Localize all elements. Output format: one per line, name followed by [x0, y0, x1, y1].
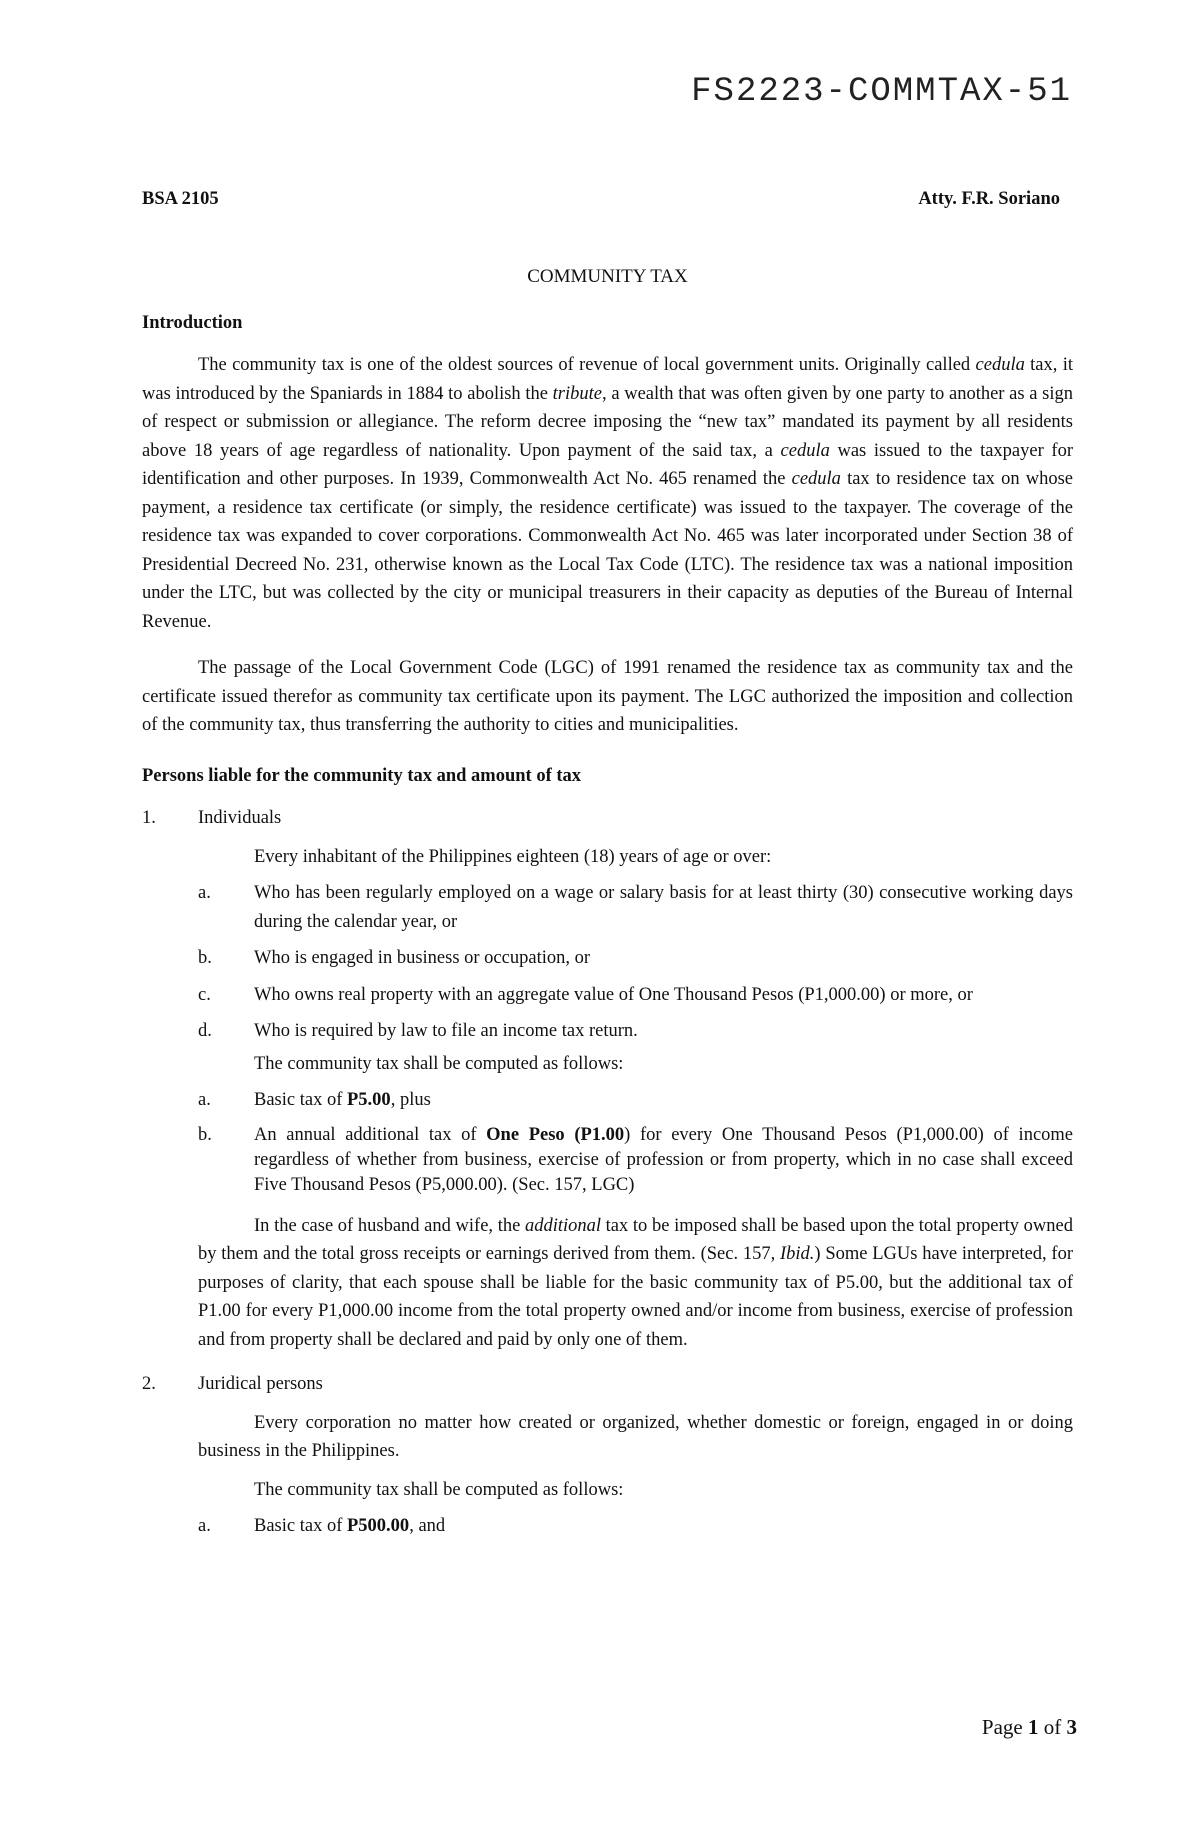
- list-item: b. Who is engaged in business or occupation, or: [198, 948, 591, 968]
- computation-item: a. Basic tax of P500.00, and: [198, 1516, 446, 1536]
- item-number: 1.: [142, 808, 156, 828]
- numbered-item-individuals: [142, 804, 1073, 833]
- list-item: a. Who has been regularly employed on a wage or salary basis for at least thirty (30) consecutive working days during the calendar year, or: [198, 883, 1073, 932]
- document-body: [142, 263, 1073, 1549]
- juridical-computed-intro: The community tax shall be computed as follows:: [254, 1479, 624, 1500]
- numbered-item-juridical-persons: [142, 1370, 1073, 1399]
- item-number: 2.: [142, 1374, 156, 1394]
- document-title: COMMUNITY TAX: [527, 266, 688, 287]
- instructor-name: Atty. F.R. Soriano: [918, 189, 1060, 209]
- item-label: Individuals: [198, 808, 282, 828]
- page-number-footer: Page 1 of 3: [981, 1715, 1077, 1739]
- course-code: BSA 2105: [142, 189, 219, 209]
- juridical-intro: Every corporation no matter how created or organized, whether domestic or foreign, engaged in or doing business in the Philippines.: [198, 1412, 1073, 1461]
- individuals-computed-intro: The community tax shall be computed as follows:: [254, 1053, 624, 1074]
- list-item: c. Who owns real property with an aggregate value of One Thousand Pesos (P1,000.00) or more, or: [198, 984, 973, 1005]
- computation-item: a. Basic tax of P5.00, plus: [198, 1090, 431, 1110]
- intro-paragraph-1: The community tax is one of the oldest sources of revenue of local government units. Originally called cedula tax, it was introduced by the Spaniards in 1884 to abolish the tribute, a wealth that was often given by one party to another as a sign of respect or submission or allegiance. The reform decree imposing the “new tax” mandated its payment by all residents above 18 years of age regardless of nationality. Upon payment of the said tax, a cedula was issued to the taxpayer for identification and other purposes. In 1939, Commonwealth Act No. 465 renamed the cedula tax to residence tax on whose payment, a residence tax certificate (or simply, the residence certificate) was issued to the taxpayer. The coverage of the residence tax was expanded to cover corporations. Commonwealth Act No. 465 was later incorporated under Section 38 of Presidential Decreed No. 231, otherwise known as the Local Tax Code (LTC). The residence tax was a national imposition under the LTC, but was collected by the city or municipal treasurers in their capacity as deputies of the Bureau of Internal Revenue.: [142, 355, 1073, 632]
- document-code: FS2223-COMMTAX-51: [691, 73, 1072, 111]
- document-header: [142, 185, 1060, 214]
- section-heading-persons-liable: Persons liable for the community tax and amount of tax: [142, 765, 582, 786]
- computation-item: b. An annual additional tax of One Peso (P1.00) for every One Thousand Pesos (P1,000.00) of income regardless of whether from business, exercise of profession or from property, which in no case shall exceed Five Thousand Pesos (P5,000.00). (Sec. 157, LGC): [198, 1124, 1074, 1195]
- intro-paragraph-2: The passage of the Local Government Code (LGC) of 1991 renamed the residence tax as community tax and the certificate issued therefor as community tax certificate upon its payment. The LGC authorized the imposition and collection of the community tax, thus transferring the authority to cities and municipalities.: [142, 658, 1073, 735]
- list-item: d. Who is required by law to file an income tax return.: [198, 1021, 638, 1041]
- item-label: Juridical persons: [198, 1374, 323, 1394]
- spouse-paragraph: In the case of husband and wife, the additional tax to be imposed shall be based upon the total property owned by them and the total gross receipts or earnings derived from them. (Sec. 157, Ibid.) Some LGUs have interpreted, for purposes of clarity, that each spouse shall be liable for the basic community tax of P5.00, but the additional tax of P1.00 for every P1,000.00 income from the total property owned and/or income from business, exercise of profession and from property shall be declared and paid by only one of them.: [198, 1215, 1073, 1350]
- section-heading-introduction: Introduction: [142, 312, 243, 333]
- individuals-intro: Every inhabitant of the Philippines eighteen (18) years of age or over:: [254, 846, 772, 867]
